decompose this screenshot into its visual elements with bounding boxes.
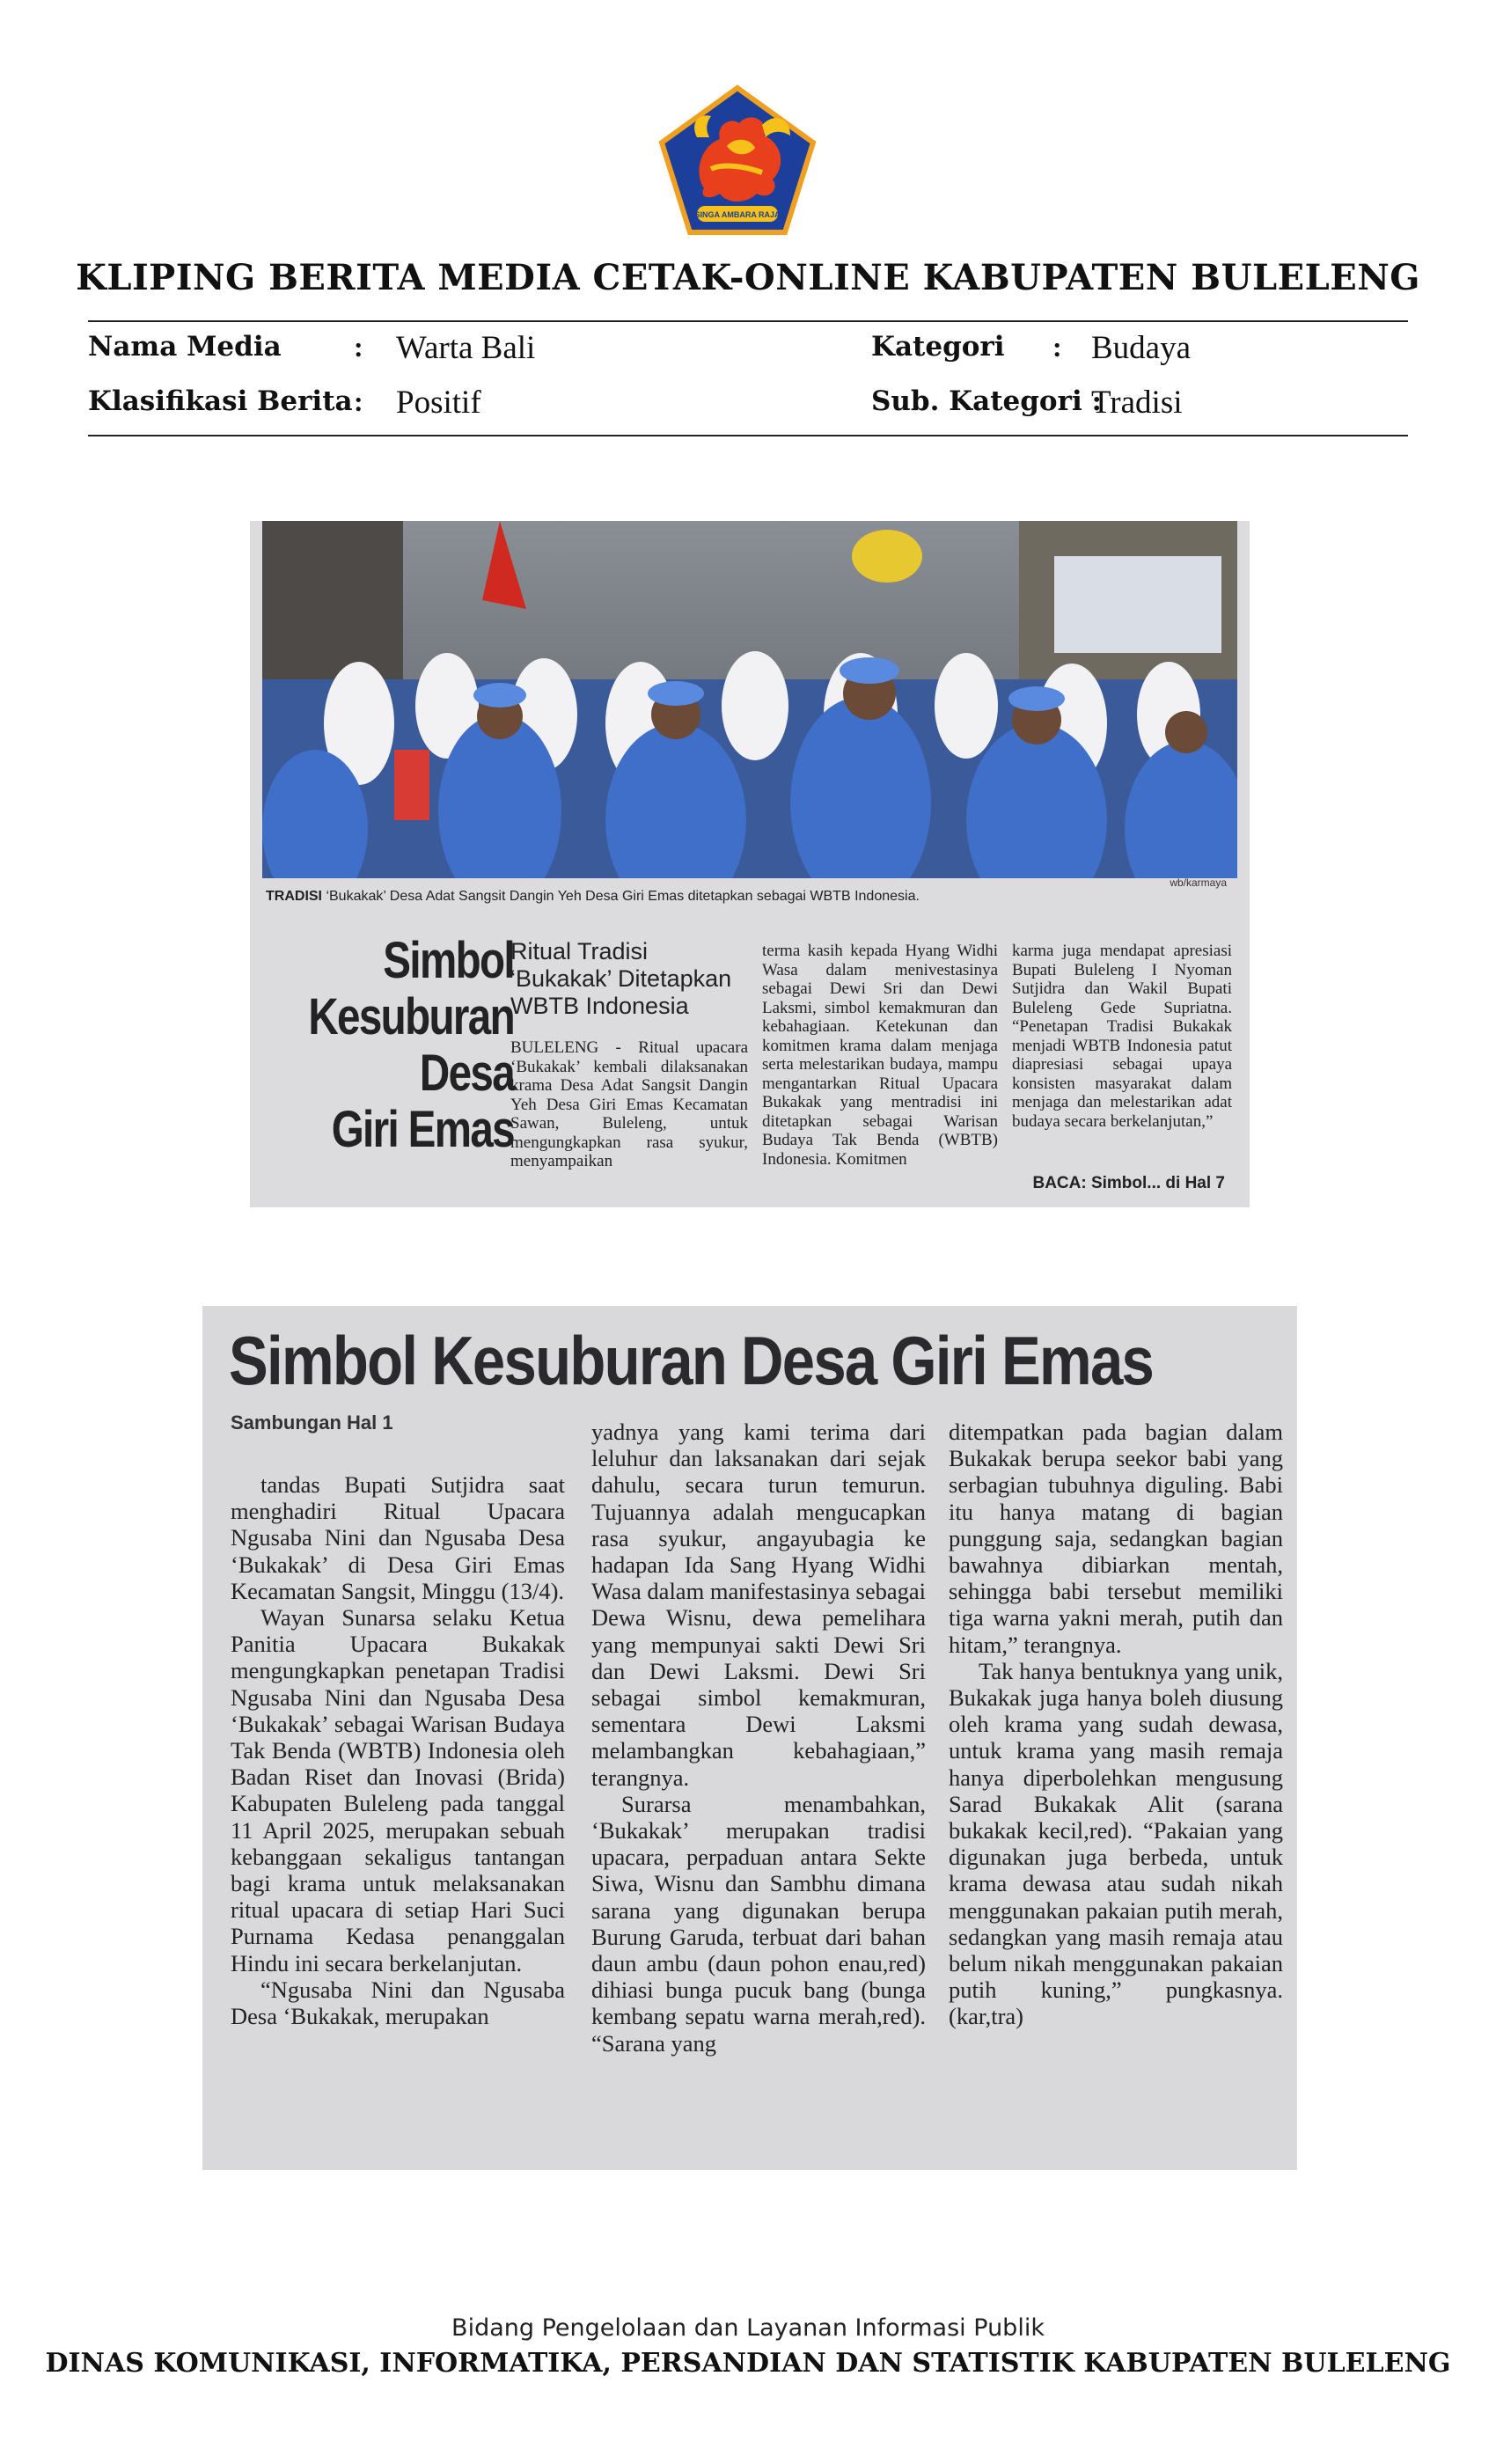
front-subheadline [510, 938, 748, 1020]
paragraph: Surarsa menambahkan, ‘Bukakak’ merupakan tradisi upacara, perpaduan antara Sekte Siwa, Wisnu dan Sambhu dimana sarana yang digunakan berupa Burung Garuda, terbuat dari bahan daun ambu (daun pohon enau,red) dihiasi bunga pucuk bang (bunga kembang sepatu warna merah,red). “Sarana yang [591, 1790, 926, 2057]
continuation-column-2 [591, 1419, 926, 2057]
paragraph: Tak hanya bentuknya yang unik, Bukakak juga hanya boleh diusung oleh krama yang sudah dewasa, untuk krama yang masih remaja hanya diperbolehkan mengusung Sarad Bukakak Alit (sarana bukakak kecil,red). “Pakaian yang digunakan juga berbeda, untuk krama dewasa atau sudah nikah menggunakan pakaian putih merah, sedangkan yang masih remaja atau belum nikah menggunakan pakaian putih kuning,” pungkasnya. (kar,tra) [949, 1657, 1283, 2030]
subheadline-line: ‘Bukakak’ Ditetapkan [510, 965, 732, 992]
colon: : [354, 385, 363, 417]
ritual-procession-photo [262, 521, 1237, 878]
front-column-2: terma kasih kepada Hyang Widhi Wasa dalam menivestasinya sebagai Dewi Sri dan Dewi Laksmi, simbol kemakmuran dan kebahagiaan. Ketekunan dan komitmen krama dalam menjaga serta melestarikan budaya, mampu mengantarkan Ritual Upacara Bukakak yang mentradisi ini ditetapkan sebagai Warisan Budaya Tak Benda (WBTB) Indonesia. Komitmen [762, 942, 998, 1169]
nama-media-value: Warta Bali [396, 330, 536, 366]
headline-line: Simbol [383, 932, 514, 989]
sub-kategori-value: Tradisi [1091, 385, 1183, 421]
headline-line: Kesuburan [308, 988, 514, 1045]
colon: : [1052, 331, 1062, 363]
photo-credit: wb/karmaya [1170, 876, 1227, 889]
continuation-label: Sambungan Hal 1 [231, 1412, 393, 1434]
front-column-1: BULELENG - Ritual upacara ‘Bukakak’ kembali dilaksanakan krama Desa Adat Sangsit Dangin Yeh Desa Giri Emas Kecamatan Sawan, Buleleng, untuk mengungkapkan rasa syukur, menyampaikan [510, 1038, 748, 1170]
kategori-label: Kategori [871, 331, 1005, 363]
footer-agency: DINAS KOMUNIKASI, INFORMATIKA, PERSANDIAN DAN STATISTIK KABUPATEN BULELENG [45, 2348, 1451, 2379]
paragraph: “Ngusaba Nini dan Ngusaba Desa ‘Bukakak, merupakan [231, 1976, 565, 2030]
footer-division: Bidang Pengelolaan dan Layanan Informasi Publik [451, 2314, 1045, 2342]
front-column-3: karma juga mendapat apresiasi Bupati Buleleng I Nyoman Sutjidra dan Wakil Bupati Buleleng Gede Supriatna. “Penetapan Tradisi Bukakak menjadi WBTB Indonesia patut diapresiasi sebagai upaya konsisten masyarakat dalam menjaga dan melestarikan adat budaya secara berkelanjutan,” [1012, 942, 1232, 1131]
page-title: KLIPING BERITA MEDIA CETAK-ONLINE KABUPATEN BULELENG [76, 257, 1420, 298]
paragraph: Wayan Sunarsa selaku Ketua Panitia Upacara Bukakak mengungkapkan penetapan Tradisi Ngusaba Nini dan Ngusaba Desa ‘Bukakak’ sebagai Warisan Budaya Tak Benda (WBTB) Indonesia oleh Badan Riset dan Inovasi (Brida) Kabupaten Buleleng pada tanggal 11 April 2025, merupakan sebuah kebanggaan sekaligus tantangan bagi krama untuk melaksanakan ritual upacara di setiap Hari Suci Purnama Kedasa penanggalan Hindu ini secara berkelanjutan. [231, 1604, 565, 1976]
klasifikasi-value: Positif [396, 385, 481, 421]
paragraph: tandas Bupati Sutjidra saat menghadiri Ritual Upacara Ngusaba Nini dan Ngusaba Desa ‘Bukakak’ di Desa Giri Emas Kecamatan Sangsit, Minggu (13/4). [231, 1471, 565, 1604]
header-rule-top [88, 320, 1408, 322]
continued-reference: BACA: Simbol... di Hal 7 [1032, 1174, 1225, 1192]
logo-motto: SINGA AMBARA RAJA [694, 210, 781, 219]
front-headline [304, 933, 514, 1158]
header-rule-bottom [88, 435, 1408, 436]
headline-line: Desa [419, 1045, 514, 1102]
kategori-value: Budaya [1091, 330, 1192, 366]
newspaper-clipping-continuation [202, 1306, 1297, 2170]
paragraph: yadnya yang kami terima dari leluhur dan laksanakan dari sejak dahulu, secara turun temurun. Tujuannya adalah mengucapkan rasa syukur, angayubagia ke hadapan Ida Sang Hyang Widhi Wasa dalam manifestasinya sebagai Dewa Wisnu, dewa pemelihara yang mempunyai sakti Dewi Sri dan Dewi Laksmi. Dewi Sri sebagai simbol kemakmuran, sementara Dewi Laksmi melambangkan kebahagiaan,” terangnya. [591, 1419, 926, 1791]
caption-text: ‘Bukakak’ Desa Adat Sangsit Dangin Yeh Desa Giri Emas ditetapkan sebagai WBTB Indonesia. [322, 889, 920, 904]
caption-lead: TRADISI [266, 889, 322, 904]
colon: : [354, 331, 363, 363]
nama-media-label: Nama Media [88, 331, 282, 363]
subheadline-line: Ritual Tradisi [510, 938, 649, 964]
paragraph: ditempatkan pada bagian dalam Bukakak berupa seekor babi yang serbagian tubuhnya diguling. Babi itu hanya matang di bagian punggung saja, sedangkan bagian bawahnya dibiarkan mentah, sehingga babi tersebut memiliki tiga warna yakni merah, putih dan hitam,” terangnya. [949, 1419, 1283, 1658]
klasifikasi-label: Klasifikasi Berita [88, 385, 353, 417]
continuation-column-1 [231, 1471, 565, 2029]
continuation-headline: Simbol Kesuburan Desa Giri Emas [229, 1322, 1154, 1399]
continuation-column-3 [949, 1419, 1283, 2030]
buleleng-logo [658, 84, 817, 236]
subheadline-line: WBTB Indonesia [510, 993, 689, 1019]
newspaper-clipping-front [250, 521, 1250, 1207]
sub-kategori-label: Sub. Kategori : [871, 385, 1102, 417]
headline-line: Giri Emas [331, 1101, 514, 1158]
photo-caption [266, 889, 1234, 905]
